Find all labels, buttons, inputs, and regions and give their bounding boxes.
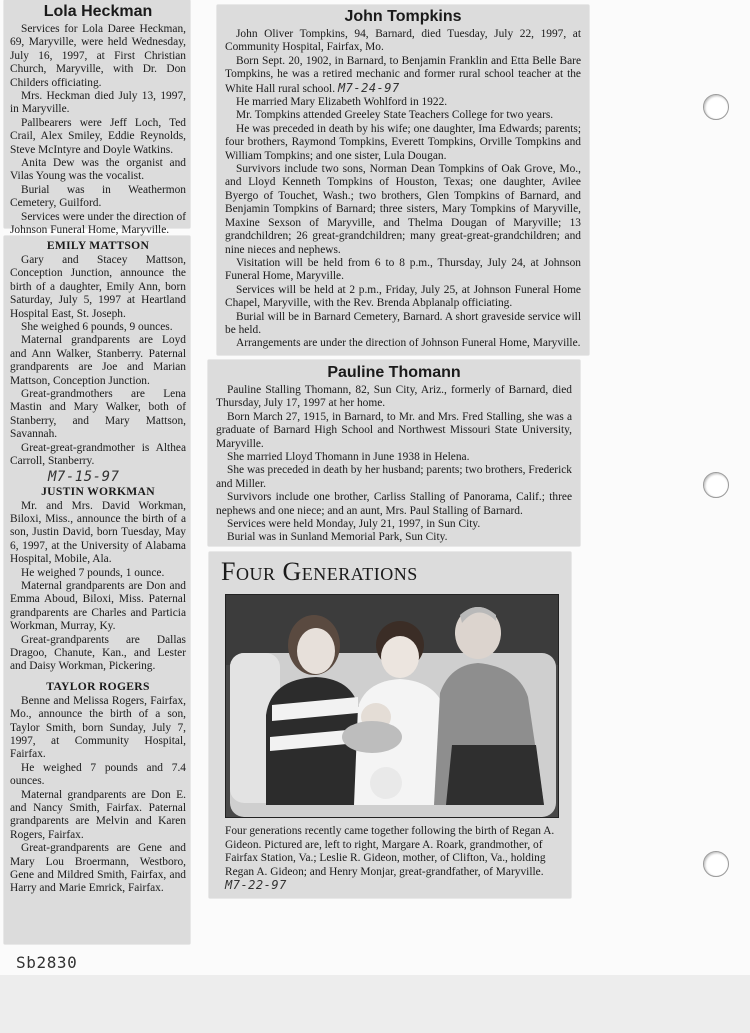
paragraph: She weighed 6 pounds, 9 ounces. (21, 321, 173, 334)
obituary-pauline-thomann (208, 360, 580, 546)
paragraph: Anita Dew was the organist and Vilas Young was the vocalist. (10, 157, 186, 183)
paragraph (225, 55, 581, 96)
paragraph: John Oliver Tompkins, 94, Barnard, died Tuesday, July 22, 1997, at Community Hospital, Fairfax, Mo. (225, 28, 581, 54)
paragraph: Services will be held at 2 p.m., Friday, July 25, at Johnson Funeral Home Chapel, Maryville, with the Rev. Brenda Abplanalp officiating. (225, 283, 581, 310)
paragraph: Visitation will be held from 6 to 8 p.m., Thursday, July 24, at Johnson Funeral Home, Maryville. (225, 256, 581, 283)
handwritten-date-generations: M7-22-97 (225, 878, 287, 893)
heading-lola-heckman: Lola Heckman (43, 3, 153, 20)
paragraph: He weighed 7 pounds and 7.4 ounces. (10, 761, 186, 788)
paragraph: Gary and Stacey Mattson, Conception Junction, announce the birth of a daughter, Emily Ann, born Saturday, July 5, 1997 at Heartland Hospital East, St. Joseph. (10, 254, 186, 320)
paragraph: Mr. Tompkins attended Greeley State Teachers College for two years. (236, 109, 554, 122)
paragraph: Pauline Stalling Thomann, 82, Sun City, Ariz., formerly of Barnard, died Thursday, July 17, 1997 at her home. (216, 384, 572, 410)
catalog-number-note: Sb2830 (16, 953, 78, 972)
punch-hole-middle (703, 472, 729, 498)
paragraph-text: Born Sept. 20, 1902, in Barnard, to Benjamin Franklin and Etta Belle Bare Tompkins, he was a retired mechanic and former rural school teacher at the White Hall rural school. (225, 54, 581, 95)
birth-announcements-column (4, 236, 190, 944)
punch-hole-top (703, 94, 729, 120)
paragraph: Mrs. Heckman died July 13, 1997, in Maryville. (10, 90, 186, 116)
paragraph: He married Mary Elizabeth Wohlford in 1922. (236, 96, 448, 109)
handwritten-date-mattson: M7-15-97 (48, 468, 120, 485)
heading-justin-workman: JUSTIN WORKMAN (41, 484, 155, 498)
heading-taylor-rogers: TAYLOR ROGERS (46, 679, 150, 693)
paragraph: Mr. and Mrs. David Workman, Biloxi, Miss., announce the birth of a son, Justin David, born Tuesday, May 6, 1997, at the University of Alabama Hospital, Mobile, Ala. (10, 499, 186, 566)
paragraph: Services were under the direction of Johnson Funeral Home, Maryville. (10, 210, 186, 237)
paragraph: Great-great-grandmother is Althea Carroll, Stanberry. (10, 441, 186, 468)
heading-emily-mattson: EMILY MATTSON (46, 239, 150, 252)
punch-hole-bottom (703, 851, 729, 877)
paragraph: Burial was in Sunland Memorial Park, Sun City. (227, 531, 448, 544)
handwritten-date-tompkins: M7-24-97 (337, 80, 400, 95)
paragraph: Services were held Monday, July 21, 1997, in Sun City. (227, 518, 481, 531)
heading-john-tompkins: John Tompkins (344, 8, 462, 25)
photo-caption (225, 825, 558, 894)
paragraph: Great-grandmothers are Lena Mastin and Mary Walker, both of Stanberry, and Mary Mattson, Savannah. (10, 388, 186, 441)
paragraph: Maternal grandparents are Loyd and Ann Walker, Stanberry. Paternal grandparents are Joe and Marian Mattson, Conception Junction. (10, 334, 186, 387)
paragraph: Survivors include two sons, Norman Dean Tompkins of Oak Grove, Mo., and Lloyd Kenneth Tompkins of Houston, Texas; one daughter, Avilee Byergo of Touchet, Wash.; two brothers, Glen Tompkins of Barnard, and Benjamin Tompkins of Barnard; three sisters, Mary Tompkins of Maryville, Maxine Sexson of Maryville, and Thelma Dougan of Maryville; 13 grandchildren; 26 great-grandchildren; many great-great-grandchildren; and nine nieces and nephews. (225, 163, 581, 256)
paragraph: Benne and Melissa Rogers, Fairfax, Mo., announce the birth of a son, Taylor Smith, born Sunday, July 7, 1997, at Community Hospital, Fairfax. (10, 694, 186, 761)
paragraph: Services for Lola Daree Heckman, 69, Maryville, were held Wednesday, July 16, 1997, at First Christian Church, Maryville, with Dr. Don Childers officiating. (10, 23, 186, 89)
paragraph: Maternal grandparents are Don and Emma Aboud, Biloxi, Miss. Paternal grandparents are Charles and Particia Workman, Murray, Ky. (10, 579, 186, 633)
paragraph: Born March 27, 1915, in Barnard, to Mr. and Mrs. Fred Stalling, she was a graduate of Barnard High School and Northwest Missouri State University, Maryville. (216, 410, 572, 450)
paragraph: Great-grandparents are Dallas Dragoo, Chanute, Kan., and Lester and Daisy Workman, Pickering. (10, 633, 186, 673)
paragraph: Burial will be in Barnard Cemetery, Barnard. A short graveside service will be held. (225, 310, 581, 336)
paragraph: She was preceded in death by her husband; parents; two brothers, Frederick and Miller. (216, 464, 572, 490)
paragraph: Survivors include one brother, Carliss Stalling of Panorama, Calif.; three nephews and one niece; and an aunt, Mrs. Paul Stalling of Barnard. (216, 491, 572, 517)
heading-four-generations: Four Generations (221, 557, 418, 586)
family-photo-illustration (226, 595, 558, 817)
obituary-lola-heckman (4, 0, 190, 237)
paragraph: He was preceded in death by his wife; one daughter, Ima Edwards; parents; four brothers, Raymond Tompkins, Everett Tompkins, Orville Tompkins and William Tompkins; and one sister, Lula Dougan. (225, 122, 581, 162)
four-generations-feature (209, 552, 571, 898)
paragraph: Great-grandparents are Gene and Mary Lou Broermann, Westboro, Gene and Mildred Smith, Fairfax, and Harry and Marie Emrick, Fairfax. (10, 842, 186, 895)
paragraph: Maternal grandparents are Don E. and Nancy Smith, Fairfax. Paternal grandparents are Melvin and Karen Rogers, Fairfax. (10, 788, 186, 841)
heading-pauline-thomann: Pauline Thomann (327, 364, 461, 381)
paragraph: She married Lloyd Thomann in June 1938 in Helena. (227, 451, 470, 464)
obituary-john-tompkins (217, 5, 589, 355)
family-photo (225, 594, 559, 818)
paragraph: Burial was in Weathermon Cemetery, Guilford. (10, 183, 186, 210)
paragraph: Arrangements are under the direction of Johnson Funeral Home, Maryville. (236, 337, 581, 350)
caption-text: Four generations recently came together following the birth of Regan A. Gideon. Pictured are, left to right, Margare A. Roark, grandmother, of Fairfax Station, Va.; Leslie R. Gideon, mother, of Clifton, Va., holding Regan A. Gideon; and Henry Monjar, great-grandfather, of Maryville. (225, 825, 555, 878)
paragraph: He weighed 7 pounds, 1 ounce. (21, 566, 165, 579)
paragraph: Pallbearers were Jeff Loch, Ted Crail, Alex Smiley, Eddie Reynolds, Steve McIntyre and Doyle Watkins. (10, 116, 186, 156)
